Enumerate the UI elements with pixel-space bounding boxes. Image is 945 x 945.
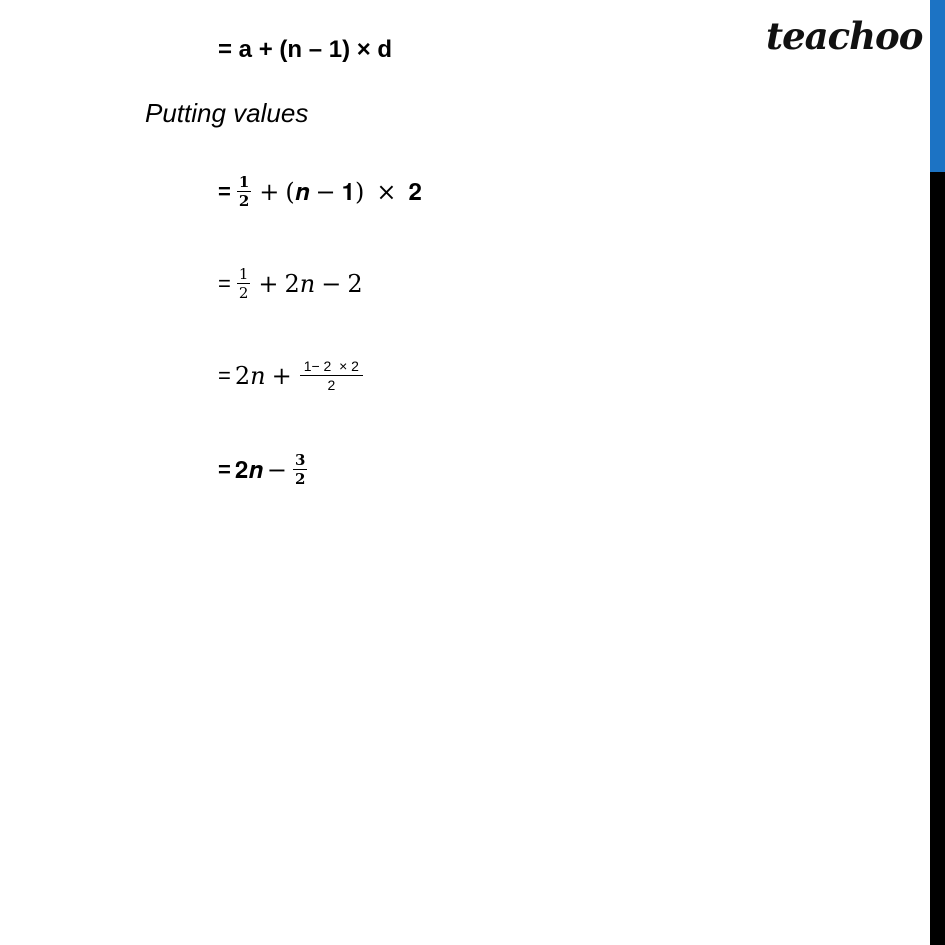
variable-n: 𝒏	[294, 177, 310, 206]
step-2-expression	[218, 265, 363, 302]
fraction-denominator: 2	[238, 192, 250, 210]
plus-operator: +	[259, 177, 280, 206]
fraction-numerator: 3	[295, 451, 306, 469]
term-2n: 𝟐𝒏	[234, 455, 263, 484]
fraction-denominator: 2	[238, 284, 249, 302]
fraction-half	[237, 173, 251, 210]
term-2n: 2𝑛	[284, 269, 316, 298]
minus-operator: −	[321, 269, 342, 298]
scrollbar-track[interactable]	[930, 0, 945, 945]
putting-values-label: Putting values	[145, 98, 309, 128]
step-1-expression	[218, 173, 422, 210]
constant-two: 𝟐	[408, 177, 422, 206]
fraction-half	[237, 265, 251, 302]
fraction-denominator: 2	[327, 377, 336, 393]
fraction-three-halves	[293, 451, 307, 488]
term-2n: 2𝑛	[234, 361, 266, 390]
constant-two: 2	[347, 269, 363, 298]
fraction-expression	[300, 357, 363, 394]
close-paren: )	[354, 177, 365, 206]
fraction-numerator: 1− 2 × 2	[303, 358, 359, 374]
constant-one: 𝟏	[341, 177, 355, 206]
fraction-numerator: 1	[238, 173, 250, 191]
open-paren: (	[285, 177, 295, 206]
minus-operator: −	[315, 177, 336, 206]
step-4-result	[218, 451, 309, 488]
step-3-expression	[218, 357, 365, 394]
equals-sign: =	[218, 456, 231, 482]
formula-line: = a + (n – 1) × d	[218, 36, 393, 63]
times-operator: ×	[376, 177, 397, 206]
plus-operator: +	[258, 269, 279, 298]
scrollbar-thumb[interactable]	[930, 0, 945, 172]
equals-sign: =	[218, 362, 231, 388]
minus-operator: −	[266, 455, 288, 484]
teachoo-logo: teachoo	[766, 14, 923, 58]
plus-operator: +	[271, 361, 292, 390]
equals-sign: =	[218, 178, 231, 204]
fraction-numerator: 1	[238, 265, 249, 283]
fraction-denominator: 2	[295, 470, 306, 488]
equals-sign: =	[218, 270, 231, 296]
